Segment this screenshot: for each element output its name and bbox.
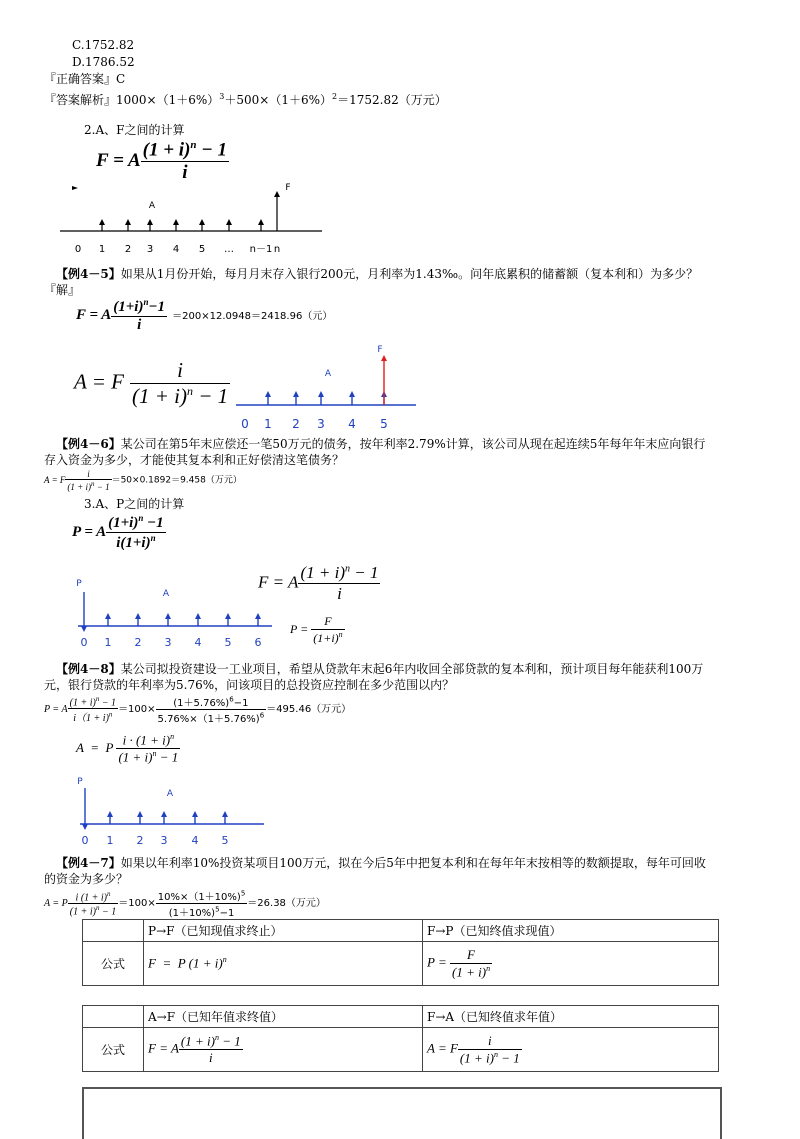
example45-solution-label: 『解』 (44, 283, 81, 297)
tick-label-2: 2 (124, 244, 132, 255)
a-arrow-3-head (161, 811, 167, 817)
tick-label-3: 3 (164, 636, 172, 649)
example48-result: ＝495.46（万元） (266, 704, 352, 715)
analysis-result: ＝1752.82（万元） (337, 93, 447, 107)
tick-label-4: 4 (348, 417, 356, 431)
tick-label-3: 3 (160, 834, 168, 847)
formula-table-1 (82, 919, 719, 986)
example47-result: ＝26.38（万元） (247, 898, 326, 909)
example46-result: ＝50×0.1892＝9.458（万元） (111, 475, 242, 486)
a-arrow-5-head (225, 613, 231, 619)
tick-label-3: 3 (146, 244, 154, 255)
answer-value: C (116, 72, 126, 86)
tick-label-2: 2 (136, 834, 144, 847)
tick-label-8: n (273, 244, 281, 255)
analysis-label: 『答案解析』 (44, 93, 117, 107)
example47-num: 10%×（1＋10%) (157, 892, 241, 903)
tick-label-4: 4 (172, 244, 180, 255)
cashflow-diagram-2 (232, 342, 432, 432)
tick-label-1: 1 (106, 834, 114, 847)
a-arrow-4-head (192, 811, 198, 817)
table1-formula-p-to-f: F = P $(1 + i)^n$ (144, 942, 423, 986)
tick-label-5: 5 (224, 636, 232, 649)
analysis-term-a: 1000×（1＋6%） (116, 93, 220, 107)
formula-p-from-a: P = A $\frac{(1+i)^n -1}{i(1+i)^n}$ (72, 513, 164, 551)
a-label: A (324, 369, 332, 379)
cashflow-diagram-3 (68, 578, 278, 650)
option-d: D.1786.52 (72, 55, 135, 69)
analysis-line (44, 89, 447, 108)
a-arrow-3-head (147, 219, 153, 225)
example47-num-exp: 5 (240, 889, 246, 898)
tick-label-5: 5 (221, 834, 229, 847)
example48-line1 (56, 662, 703, 677)
example48-tag: 【例4－8】 (56, 662, 121, 676)
a-arrow-4-head (195, 613, 201, 619)
example46-formula-line: A = F $\frac{i}{(1 + i)^n - 1}$ ＝50×0.1892＝9.458（万元） (44, 469, 242, 492)
a-arrow-3-head (318, 391, 324, 397)
bottom-frame (82, 1087, 722, 1139)
example47-den: (1＋10%) (168, 908, 216, 919)
table1-corner (83, 920, 144, 942)
example45-tag: 【例4－5】 (56, 267, 121, 281)
a-arrow-1-head (99, 219, 105, 225)
example45-result: ＝200×12.0948＝2418.96（元） (172, 310, 333, 322)
f-arrow-head (274, 191, 280, 197)
example47-text1: 如果以年利率10%投资某项目100万元，拟在今后5年中把复本利和在每年年末按相等的数额提取，每年可回收 (120, 856, 706, 870)
tick-label-0: 0 (81, 834, 89, 847)
section3-title: 3.A、P之间的计算 (84, 497, 185, 511)
formula-p-from-f-small: P = $\frac{F}{(1+i)^n}$ (290, 614, 343, 645)
a-arrow-3-head (165, 613, 171, 619)
formula-a-from-p: A = P $\frac{i \cdot (1 + i)^n}{(1 + i)^n - 1}$ (76, 732, 179, 765)
tick-label-1: 1 (98, 244, 106, 255)
tick-label-1: 1 (264, 417, 272, 431)
example45-formula-line: F = A $\frac{(1+i)^n-1}{i}$ ＝200×12.0948＝2418.96（元） (76, 297, 333, 333)
p-arrow-head (82, 824, 88, 830)
f-arrow-head (381, 355, 387, 361)
example45-line (56, 267, 698, 282)
example46-tag: 【例4－6】 (56, 437, 121, 451)
example47-mid: ＝100× (118, 898, 156, 909)
tick-label-0: 0 (74, 244, 82, 255)
tick-label-2: 2 (292, 417, 300, 431)
a-arrow-2-head (137, 811, 143, 817)
a-label: A (166, 789, 174, 799)
example46-line2: 存入资金为多少，才能使其复本利和正好偿清这笔债务？ (44, 453, 345, 467)
tick-label-3: 3 (317, 417, 325, 431)
example48-den-exp: 6 (259, 711, 265, 720)
tick-label-6: … (224, 244, 234, 255)
example48-num-exp: 6 (229, 695, 234, 704)
example48-formula-line: P = A $\frac{(1 + i)^n - 1}{i(1 + i)^n}$ ＝100× $\frac{(1+5.76\%)^6-1}{5.76\%\times(1+5.76\%)^6}$ ＝495.46（万元） (44, 695, 352, 725)
table1-row-label: 公式 (83, 942, 144, 986)
tick-label-5: 5 (380, 417, 388, 431)
a-arrow-5-head (199, 219, 205, 225)
p-label: P (76, 579, 82, 589)
table2-col1-header: A→F（已知年值求终值） (144, 1006, 423, 1028)
a-arrow-5-head (222, 811, 228, 817)
a-arrow-7-head (258, 219, 264, 225)
tick-label-7: n－1 (249, 244, 273, 255)
axis-origin-mark (72, 186, 78, 190)
answer-label: 『正确答案』 (44, 72, 117, 86)
cashflow-diagram-1 (60, 180, 340, 260)
example48-num: (1＋5.76%) (173, 698, 230, 709)
table1-col1-header: P→F（已知现值求终止） (144, 920, 423, 942)
a-arrow-4-head (173, 219, 179, 225)
example48-text1: 某公司拟投资建设一工业项目，希望从贷款年末起6年内收回全部贷款的复本利和，预计项目每年能获利100万 (120, 662, 704, 676)
formula-table-2 (82, 1005, 719, 1072)
example47-line2: 的资金为多少？ (44, 872, 129, 886)
example45-text: 如果从1月份开始，每月月末存入银行200元，月利率为1.43‰。问年底累积的储蓄额（复本利和）为多少？ (120, 267, 699, 281)
a-arrow-4-head (349, 391, 355, 397)
table2-formula-f-to-a: A = F $\frac{i}{(1 + i)^n - 1}$ (423, 1028, 719, 1072)
tick-label-6: 6 (254, 636, 262, 649)
cashflow-diagram-4 (70, 776, 270, 848)
tick-label-1: 1 (104, 636, 112, 649)
p-arrow-head (81, 626, 87, 632)
a-arrow-2-head (135, 613, 141, 619)
option-c: C.1752.82 (72, 38, 135, 52)
a-arrow-2-head (125, 219, 131, 225)
example47-tag: 【例4－7】 (56, 856, 121, 870)
example47-den-exp: 5 (215, 905, 220, 914)
a-arrow-1-head (107, 811, 113, 817)
analysis-term-b: ＋500×（1＋6%） (224, 93, 333, 107)
example46-line1 (56, 437, 705, 452)
example48-mid: ＝100× (118, 704, 156, 715)
table2-col2-header: F→A（已知终值求年值） (423, 1006, 719, 1028)
analysis-exp-a: 3 (219, 92, 225, 101)
tick-label-2: 2 (134, 636, 142, 649)
table1-formula-f-to-p: P = $\frac{F}{(1 + i)^n}$ (423, 942, 719, 986)
example48-den: 5.76%×（1＋5.76%) (157, 714, 260, 725)
answer-line (44, 72, 125, 87)
analysis-exp-b: 2 (332, 92, 338, 101)
table2-corner (83, 1006, 144, 1028)
a-arrow-1-head (105, 613, 111, 619)
section2-title: 2.A、F之间的计算 (84, 123, 185, 137)
f-label: F (377, 345, 383, 355)
example48-line2: 元，银行贷款的年利率为5.76%，问该项目的总投资应控制在多少范围以内？ (44, 678, 455, 692)
example46-text1: 某公司在第5年末应偿还一笔50万元的债务，按年利率2.79%计算，该公司从现在起连续5年每年年末应向银行 (120, 437, 706, 451)
formula-f-from-a: F = A $\frac{(1 + i)^n - 1}{i}$ (96, 139, 228, 184)
a-label: A (148, 201, 156, 211)
table1-col2-header: F→P（已知终值求现值） (423, 920, 719, 942)
tick-label-0: 0 (80, 636, 88, 649)
a-arrow-1-head (265, 391, 271, 397)
a-arrow-6-head (226, 219, 232, 225)
a-label: A (162, 589, 170, 599)
tick-label-0: 0 (241, 417, 249, 431)
table2-row-label: 公式 (83, 1028, 144, 1072)
a-arrow-6-head (255, 613, 261, 619)
formula-a-from-f: A = F $\frac{i}{(1 + i)^n - 1}$ (74, 358, 229, 408)
tick-label-4: 4 (191, 834, 199, 847)
p-label: P (77, 777, 83, 787)
formula-f-from-a-small: F = A $\frac{(1 + i)^n - 1}{i}$ (258, 563, 379, 603)
tick-label-5: 5 (198, 244, 206, 255)
example47-line1 (56, 856, 706, 871)
table2-formula-a-to-f: F = A $\frac{(1 + i)^n - 1}{i}$ (144, 1028, 423, 1072)
tick-label-4: 4 (194, 636, 202, 649)
f-label: F (285, 183, 291, 193)
a-arrow-2-head (293, 391, 299, 397)
example47-formula-line: A = P $\frac{i (1 + i)^n}{(1 + i)^n - 1}$ ＝100× $\frac{10\%\times(1+10\%)^5}{(1+10\%)^5-1}$ ＝26.38（万元） (44, 889, 326, 919)
